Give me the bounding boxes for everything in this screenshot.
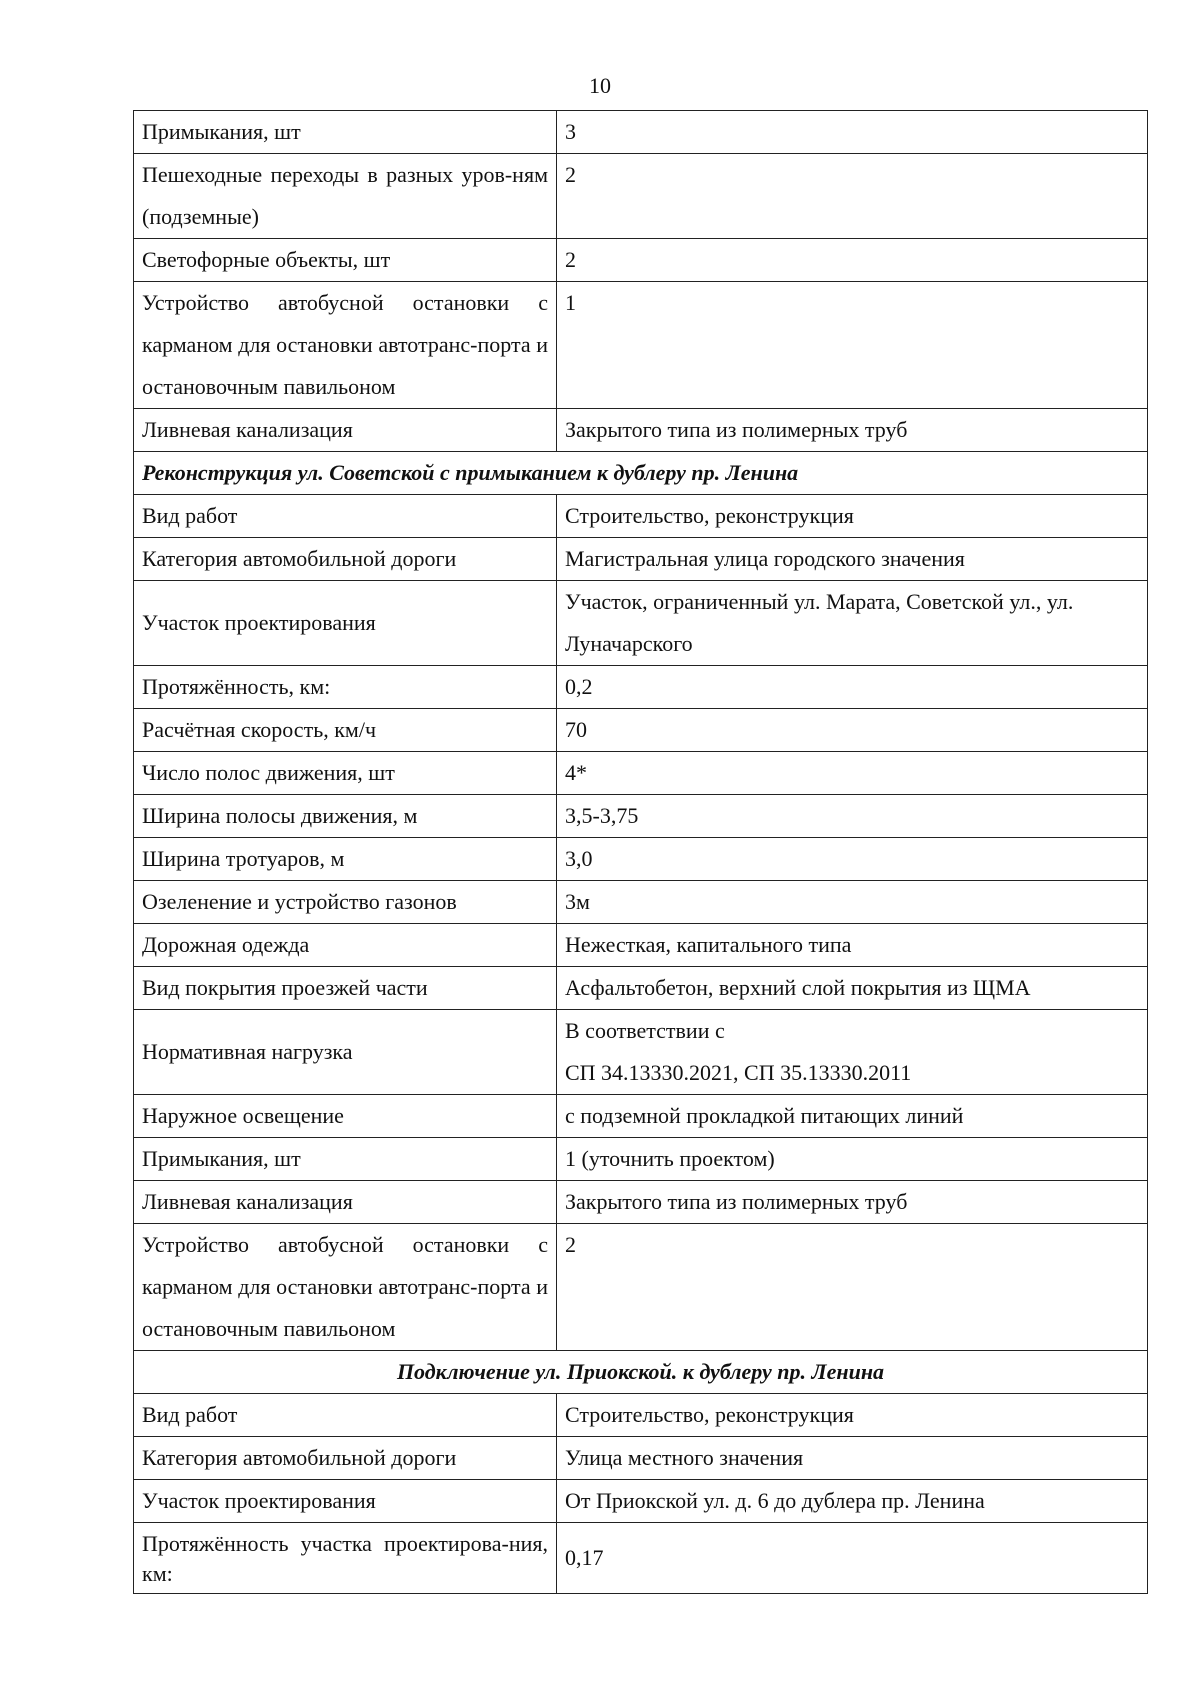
table-row: [134, 1480, 1148, 1523]
param-cell: Устройство автобусной остановки с карманом для остановки автотранс-порта и остановочным павильоном: [134, 282, 557, 409]
param-cell: Примыкания, шт: [134, 111, 557, 154]
page-number: 10: [589, 73, 611, 98]
section-title-priokskaya: Подключение ул. Приокской. к дублеру пр. Ленина: [134, 1351, 1148, 1394]
value-cell: Строительство, реконструкция: [557, 495, 1148, 538]
param-cell: Нормативная нагрузка: [134, 1010, 557, 1095]
value-cell: 0,17: [557, 1523, 1148, 1594]
value-cell: 70: [557, 709, 1148, 752]
table-row: [134, 409, 1148, 452]
param-cell: Вид покрытия проезжей части: [134, 967, 557, 1010]
param-cell: Пешеходные переходы в разных уров-ням (подземные): [134, 154, 557, 239]
section-header-row: [134, 452, 1148, 495]
value-line: СП 34.13330.2021, СП 35.13330.2011: [565, 1060, 912, 1085]
value-cell: 3м: [557, 881, 1148, 924]
param-cell: Ливневая канализация: [134, 1181, 557, 1224]
value-cell: [557, 1010, 1148, 1095]
value-cell: Участок, ограниченный ул. Марата, Советской ул., ул. Луначарского: [557, 581, 1148, 666]
value-cell: 2: [557, 239, 1148, 282]
table-row: [134, 1095, 1148, 1138]
value-cell: 3,0: [557, 838, 1148, 881]
param-cell: Категория автомобильной дороги: [134, 538, 557, 581]
section-header-row: [134, 1351, 1148, 1394]
value-cell: 2: [557, 1224, 1148, 1351]
param-cell: Вид работ: [134, 495, 557, 538]
table-row: [134, 795, 1148, 838]
value-cell: Улица местного значения: [557, 1437, 1148, 1480]
table-row: [134, 1138, 1148, 1181]
table-row: [134, 666, 1148, 709]
param-cell: Участок проектирования: [134, 1480, 557, 1523]
value-cell: 1 (уточнить проектом): [557, 1138, 1148, 1181]
table-row: [134, 1224, 1148, 1351]
param-cell: Участок проектирования: [134, 581, 557, 666]
table-row: [134, 1437, 1148, 1480]
value-cell: с подземной прокладкой питающих линий: [557, 1095, 1148, 1138]
section-title-sovetskaya: Реконструкция ул. Советской с примыканием к дублеру пр. Ленина: [134, 452, 1148, 495]
value-cell: От Приокской ул. д. 6 до дублера пр. Ленина: [557, 1480, 1148, 1523]
table-row: [134, 538, 1148, 581]
param-cell: Наружное освещение: [134, 1095, 557, 1138]
value-cell: Закрытого типа из полимерных труб: [557, 1181, 1148, 1224]
value-cell: 1: [557, 282, 1148, 409]
table-row: [134, 239, 1148, 282]
value-line: В соответствии с: [565, 1018, 725, 1043]
table-row: [134, 1181, 1148, 1224]
value-cell: Асфальтобетон, верхний слой покрытия из ЩМА: [557, 967, 1148, 1010]
value-cell: Закрытого типа из полимерных труб: [557, 409, 1148, 452]
param-cell: Светофорные объекты, шт: [134, 239, 557, 282]
param-cell: Протяжённость, км:: [134, 666, 557, 709]
param-cell: Озеленение и устройство газонов: [134, 881, 557, 924]
table-row: [134, 581, 1148, 666]
value-cell: 3: [557, 111, 1148, 154]
value-cell: Магистральная улица городского значения: [557, 538, 1148, 581]
table-row: [134, 111, 1148, 154]
value-cell: 3,5-3,75: [557, 795, 1148, 838]
table-row: [134, 838, 1148, 881]
param-cell: Категория автомобильной дороги: [134, 1437, 557, 1480]
value-cell: Строительство, реконструкция: [557, 1394, 1148, 1437]
table-row: [134, 752, 1148, 795]
table-row: [134, 1523, 1148, 1594]
param-cell: Ширина тротуаров, м: [134, 838, 557, 881]
value-cell: 0,2: [557, 666, 1148, 709]
specification-table: [133, 110, 1148, 1594]
table-row: [134, 967, 1148, 1010]
param-cell: Дорожная одежда: [134, 924, 557, 967]
param-cell: Устройство автобусной остановки с карманом для остановки автотранс-порта и остановочным павильоном: [134, 1224, 557, 1351]
table-row: [134, 154, 1148, 239]
table-row: [134, 495, 1148, 538]
table-row: [134, 282, 1148, 409]
param-cell: Число полос движения, шт: [134, 752, 557, 795]
table-row: [134, 709, 1148, 752]
value-cell: 2: [557, 154, 1148, 239]
table-row: [134, 924, 1148, 967]
value-cell: Нежесткая, капитального типа: [557, 924, 1148, 967]
value-cell: 4*: [557, 752, 1148, 795]
param-cell: Протяжённость участка проектирова-ния, км:: [134, 1523, 557, 1594]
param-cell: Расчётная скорость, км/ч: [134, 709, 557, 752]
param-cell: Ливневая канализация: [134, 409, 557, 452]
param-cell: Примыкания, шт: [134, 1138, 557, 1181]
table-row: [134, 1010, 1148, 1095]
table-row: [134, 881, 1148, 924]
table-row: [134, 1394, 1148, 1437]
param-cell: Вид работ: [134, 1394, 557, 1437]
param-cell: Ширина полосы движения, м: [134, 795, 557, 838]
